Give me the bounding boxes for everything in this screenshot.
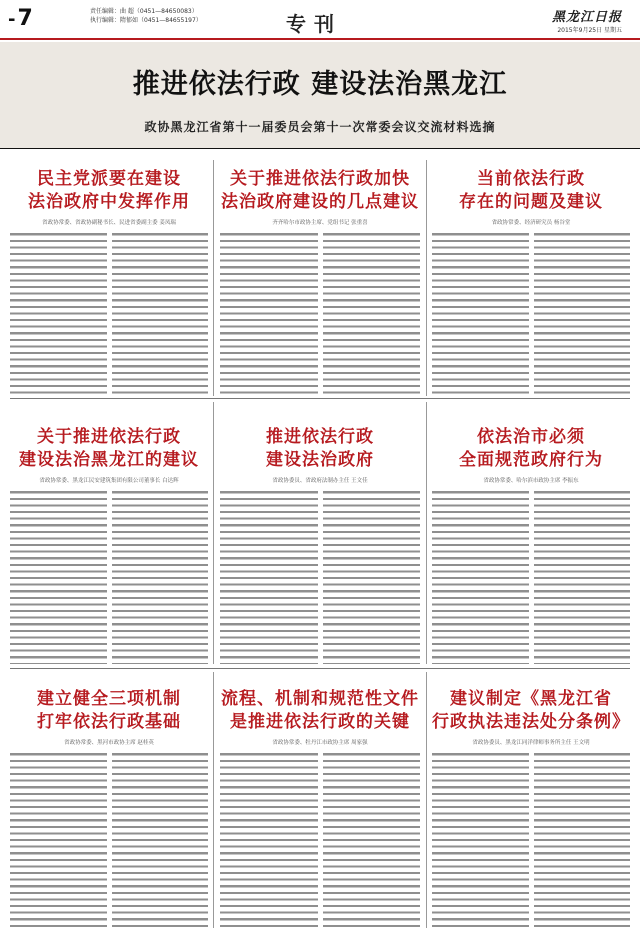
column-divider	[213, 160, 214, 396]
article-title: 民主党派要在建设 法治政府中发挥作用	[28, 169, 190, 212]
article-6	[432, 426, 630, 664]
article-title: 关于推进依法行政加快 法治政府建设的几点建议	[221, 169, 419, 212]
column-divider	[426, 672, 427, 928]
row-divider-2	[10, 668, 630, 669]
article-title: 建立健全三项机制 打牢依法行政基础	[37, 689, 181, 732]
article-byline: 省政协常委、经济研究员 杨谷堂	[491, 220, 571, 226]
article-body	[220, 750, 420, 928]
column-divider	[426, 402, 427, 664]
article-byline: 省政协常委、黑河市政协主席 赵桂英	[64, 740, 154, 746]
article-title: 当前依法行政 存在的问题及建议	[459, 169, 603, 212]
article-body	[220, 488, 420, 664]
section-name: 专刊	[286, 12, 342, 36]
article-body	[10, 750, 208, 928]
newspaper-logo: 黑龙江日报	[551, 10, 622, 25]
article-byline: 省政协常委、省政协副秘书长、民进省委副主委 姜凤瑞	[42, 220, 176, 226]
masthead-rule	[0, 38, 640, 40]
editors-info	[90, 7, 202, 25]
article-5	[220, 426, 420, 664]
article-title: 建议制定《黑龙江省 行政执法违法处分条例》	[432, 689, 630, 732]
article-byline: 齐齐哈尔市政协主席、党组书记 张重喜	[272, 220, 368, 226]
article-title: 流程、机制和规范性文件 是推进依法行政的关键	[221, 689, 419, 732]
article-byline: 省政协委员、黑龙江同洋律师事务所主任 王文明	[472, 740, 590, 746]
article-2	[220, 168, 420, 396]
article-7	[10, 688, 208, 928]
main-headline: 推进依法行政 建设法治黑龙江	[132, 69, 508, 100]
article-body	[220, 230, 420, 396]
article-1	[10, 168, 208, 396]
article-title: 依法治市必须 全面规范政府行为	[459, 427, 603, 470]
article-body	[10, 230, 208, 396]
masthead	[0, 0, 640, 40]
article-3	[432, 168, 630, 396]
article-body	[432, 230, 630, 396]
article-title: 推进依法行政 建设法治政府	[266, 427, 374, 470]
article-9	[432, 688, 630, 928]
issue-date: 2015年9月25日 星期五	[557, 27, 622, 34]
column-divider	[213, 402, 214, 664]
article-body	[432, 750, 630, 928]
column-divider	[426, 160, 427, 396]
page-number: -7	[8, 6, 33, 31]
banner-rule	[0, 148, 640, 149]
article-byline: 省政协常委、黑龙江民安建筑集团有限公司董事长 白达辉	[39, 478, 179, 484]
article-body	[432, 488, 630, 664]
article-body	[10, 488, 208, 664]
article-byline: 省政协常委、牡丹江市政协主席 周家强	[272, 740, 368, 746]
article-title: 关于推进依法行政 建设法治黑龙江的建议	[19, 427, 199, 470]
banner-subhead: 政协黑龙江省第十一届委员会第十一次常委会议交流材料选摘	[144, 120, 496, 134]
article-byline: 省政协委员、省政府法制办主任 王文佳	[272, 478, 368, 484]
editor-line-1: 责任编辑：曲 超（0451—84650083）	[90, 8, 198, 15]
article-8	[220, 688, 420, 928]
editor-line-2: 执行编辑：隋郁如（0451—84655197）	[90, 17, 202, 24]
column-divider	[213, 672, 214, 928]
article-byline: 省政协常委、哈尔滨市政协主席 李振东	[483, 478, 579, 484]
row-divider-1	[10, 398, 630, 399]
article-4	[10, 426, 208, 664]
